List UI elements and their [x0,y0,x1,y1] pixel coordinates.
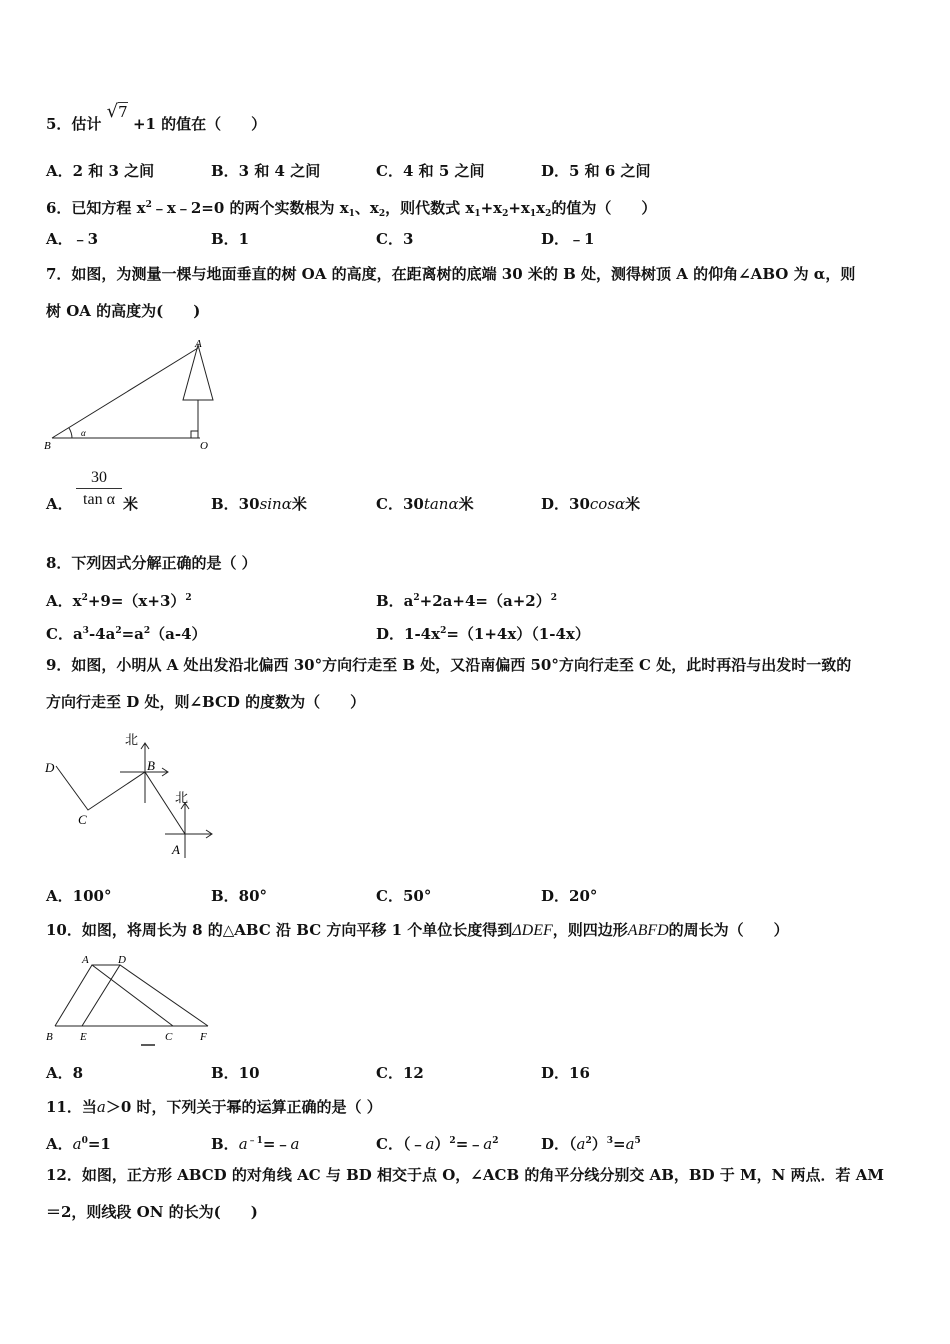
q9-option-b: B．80° [211,887,268,905]
q11-c-2: ） [434,1135,450,1153]
q6-option-b: B．1 [211,230,250,248]
q11-d-2: 2 [585,1136,592,1146]
q10-option-a: A．8 [46,1064,84,1082]
q6-option-d: D．﹣1 [541,230,595,248]
q7-tree-shape [183,345,213,400]
q8-option-b [376,588,557,611]
q6-sub-2a: 2 [378,209,386,219]
q10-quad-abfd: ABFD [627,922,669,939]
q9-north-label-2: 北 [175,790,189,805]
q9-direction-figure [40,728,225,863]
question-12-line-1: 12．如图，正方形 ABCD 的对角线 AC 与 BD 相交于点 O，∠ACB 的角平分线分别交 AB，BD 于 M，N 两点．若 AM [46,1166,885,1184]
q7-hypotenuse [52,348,198,438]
q6-part-e: +x [480,199,503,217]
q8-option-a [46,588,192,611]
q7-label-a: A [195,338,202,350]
q7-option-c [376,494,474,514]
q6-sub-1b: 1 [474,209,481,219]
q11-c-1: a [425,1135,435,1153]
q11-part-b: ＞0 时，下列关于幂的运算正确的是（ ） [105,1098,382,1116]
q8-option-c [46,621,207,644]
q11-b-2: ﹣1 [247,1136,263,1146]
q8-b-2: +2a+4=（a+2） [419,592,551,610]
q7-b-unit: 米 [291,495,307,513]
q7-right-angle-mark [191,431,198,438]
question-10 [46,920,789,941]
q7-angle-arc [69,428,72,438]
question-9-line-2: 方向行走至 D 处，则∠BCD 的度数为（ ） [46,693,366,711]
sqrt-symbol: √7 [106,101,128,122]
q10-option-b: B．10 [211,1064,260,1082]
q9-label-b: B [147,758,155,773]
q5-option-c: C．4 和 5 之间 [376,162,485,180]
q11-b-1: a [238,1135,248,1153]
q7-fraction-denominator [76,489,122,511]
q11-b-3: =﹣ [262,1135,291,1153]
q10-label-f: F [200,1031,207,1043]
q5-number: 5．估计 [46,115,102,133]
q11-option-d [541,1131,641,1154]
q11-d-6: a [625,1135,635,1153]
q7-fraction-den-text: tan α [83,491,115,508]
q11-option-a [46,1131,111,1154]
q6-sub-2b: 2 [502,209,509,219]
q11-d-4: 3 [606,1136,614,1146]
q10-label-e: E [80,1031,87,1043]
q9-option-d: D．20° [541,887,598,905]
q10-label-b: B [46,1031,53,1043]
q11-b-0: B． [211,1135,239,1153]
q7-d-unit: 米 [625,495,641,513]
question-8: 8．下列因式分解正确的是（ ） [46,554,257,572]
q5-option-a: A．2 和 3 之间 [46,162,155,180]
q11-a-0: A． [46,1135,73,1153]
q7-option-a-label: A． [46,495,73,513]
question-11 [46,1097,382,1117]
q11-d-5: = [613,1135,626,1153]
q10-translation-figure [40,950,220,1050]
q8-c-4: =a [121,625,144,643]
question-6 [46,195,656,224]
q10-option-c: C．12 [376,1064,424,1082]
q5-rest: +1 的值在（ ） [132,115,267,133]
q9-north-label-1: 北 [125,732,139,747]
q11-option-c [376,1131,498,1154]
q8-c-6: （a-4） [150,625,207,643]
q8-d-0: D．1-4x [376,625,441,643]
q10-part-c: 的周长为（ ） [668,921,789,939]
q6-option-c: C．3 [376,230,414,248]
q10-triangle-def-shape [82,965,208,1026]
q11-part-a: 11．当 [46,1098,97,1116]
q11-c-5: a [483,1135,493,1153]
q8-c-2: -4a [88,625,116,643]
q7-label-o: O [200,440,208,452]
q7-tree-figure [40,335,220,453]
q11-b-4: a [290,1135,300,1153]
q7-fraction-numerator: 30 [76,468,122,489]
q10-label-c: C [165,1031,173,1043]
question-7-line-2: 树 OA 的高度为( ) [46,302,201,320]
q11-a-2: 0 [81,1136,88,1146]
q9-option-c: C．50° [376,887,432,905]
q7-b-fn: sinα [259,495,292,513]
q8-c-1: 3 [82,626,89,636]
q5-option-d: D．5 和 6 之间 [541,162,651,180]
q6-part-c: 、x [354,199,379,217]
q11-a-3: =1 [87,1135,111,1153]
q6-sup-2: 2 [145,200,152,210]
q9-option-a: A．100° [46,887,112,905]
q7-b-pre: B．30 [211,495,260,513]
q8-a-3: 2 [185,593,192,603]
q7-option-a-unit: 米 [123,495,139,513]
q8-b-1: 2 [413,593,420,603]
q5-radicand: 7 [118,103,128,121]
q7-option-b [211,494,307,514]
q11-a-1: a [72,1135,82,1153]
q11-d-3: ） [591,1135,607,1153]
q8-b-0: B．a [376,592,414,610]
q10-part-b: ，则四边形 [552,921,628,939]
q8-c-0: C．a [46,625,83,643]
q6-sub-2c: 2 [545,209,552,219]
q11-option-b [211,1131,299,1154]
q11-d-7: 5 [634,1136,641,1146]
q8-a-2: +9=（x+3） [87,592,186,610]
q6-sub-1c: 1 [529,209,537,219]
q10-option-d: D．16 [541,1064,590,1082]
q6-part-b: ﹣x﹣2=0 的两个实数根为 x [151,199,349,217]
q8-option-d [376,621,590,644]
q8-d-2: =（1+4x）（1-4x） [446,625,590,643]
q7-d-fn: cosα [589,495,626,513]
q11-c-3: 2 [449,1136,456,1146]
q9-path [56,766,185,834]
q8-c-3: 2 [115,626,122,636]
q7-c-fn: tanα [423,495,459,513]
q8-a-0: A．x [46,592,82,610]
q7-label-alpha: α [81,428,86,438]
q7-label-b: B [44,440,51,452]
question-5 [46,101,267,134]
q6-part-g: x [536,199,546,217]
q8-b-3: 2 [550,593,557,603]
q7-c-pre: C．30 [376,495,424,513]
q10-triangle-def: ΔDEF [512,922,553,939]
q11-c-6: 2 [492,1136,499,1146]
q6-part-h: 的值为（ ） [551,199,657,217]
q11-c-0: C．（﹣ [376,1135,426,1153]
q6-part-a: 6．已知方程 x [46,199,146,217]
q8-a-1: 2 [81,593,88,603]
q6-part-d: ，则代数式 x [385,199,475,217]
q5-option-b: B．3 和 4 之间 [211,162,321,180]
q6-option-a: A．﹣3 [46,230,99,248]
q7-option-a-fraction [76,468,122,511]
question-12-line-2: ＝2，则线段 ON 的长为( ) [46,1203,258,1221]
q8-c-5: 2 [143,626,151,636]
q8-d-1: 2 [440,626,447,636]
question-9-line-1: 9．如图，小明从 A 处出发沿北偏西 30°方向行走至 B 处，又沿南偏西 50°方向行走至 C 处，此时再沿与出发时一致的 [46,656,852,674]
q10-label-a: A [82,954,89,966]
q11-d-1: a [576,1135,586,1153]
q7-d-pre: D．30 [541,495,590,513]
q9-label-d: D [45,760,55,775]
question-7-line-1: 7．如图，为测量一棵与地面垂直的树 OA 的高度，在距离树的底端 30 米的 B 处，测得树顶 A 的仰角∠ABO 为 α，则 [46,265,856,283]
q9-label-a: A [172,842,180,857]
q9-label-c: C [78,812,87,827]
q7-c-unit: 米 [458,495,474,513]
q11-d-0: D．（ [541,1135,577,1153]
q11-var-a: a [96,1098,106,1116]
q10-part-a: 10．如图，将周长为 8 的△ABC 沿 BC 方向平移 1 个单位长度得到 [46,921,513,939]
q7-option-d [541,494,640,514]
q6-sub-1a: 1 [348,209,355,219]
q6-part-f: +x [508,199,530,217]
q10-label-d: D [118,954,126,966]
q11-c-4: =﹣ [455,1135,484,1153]
